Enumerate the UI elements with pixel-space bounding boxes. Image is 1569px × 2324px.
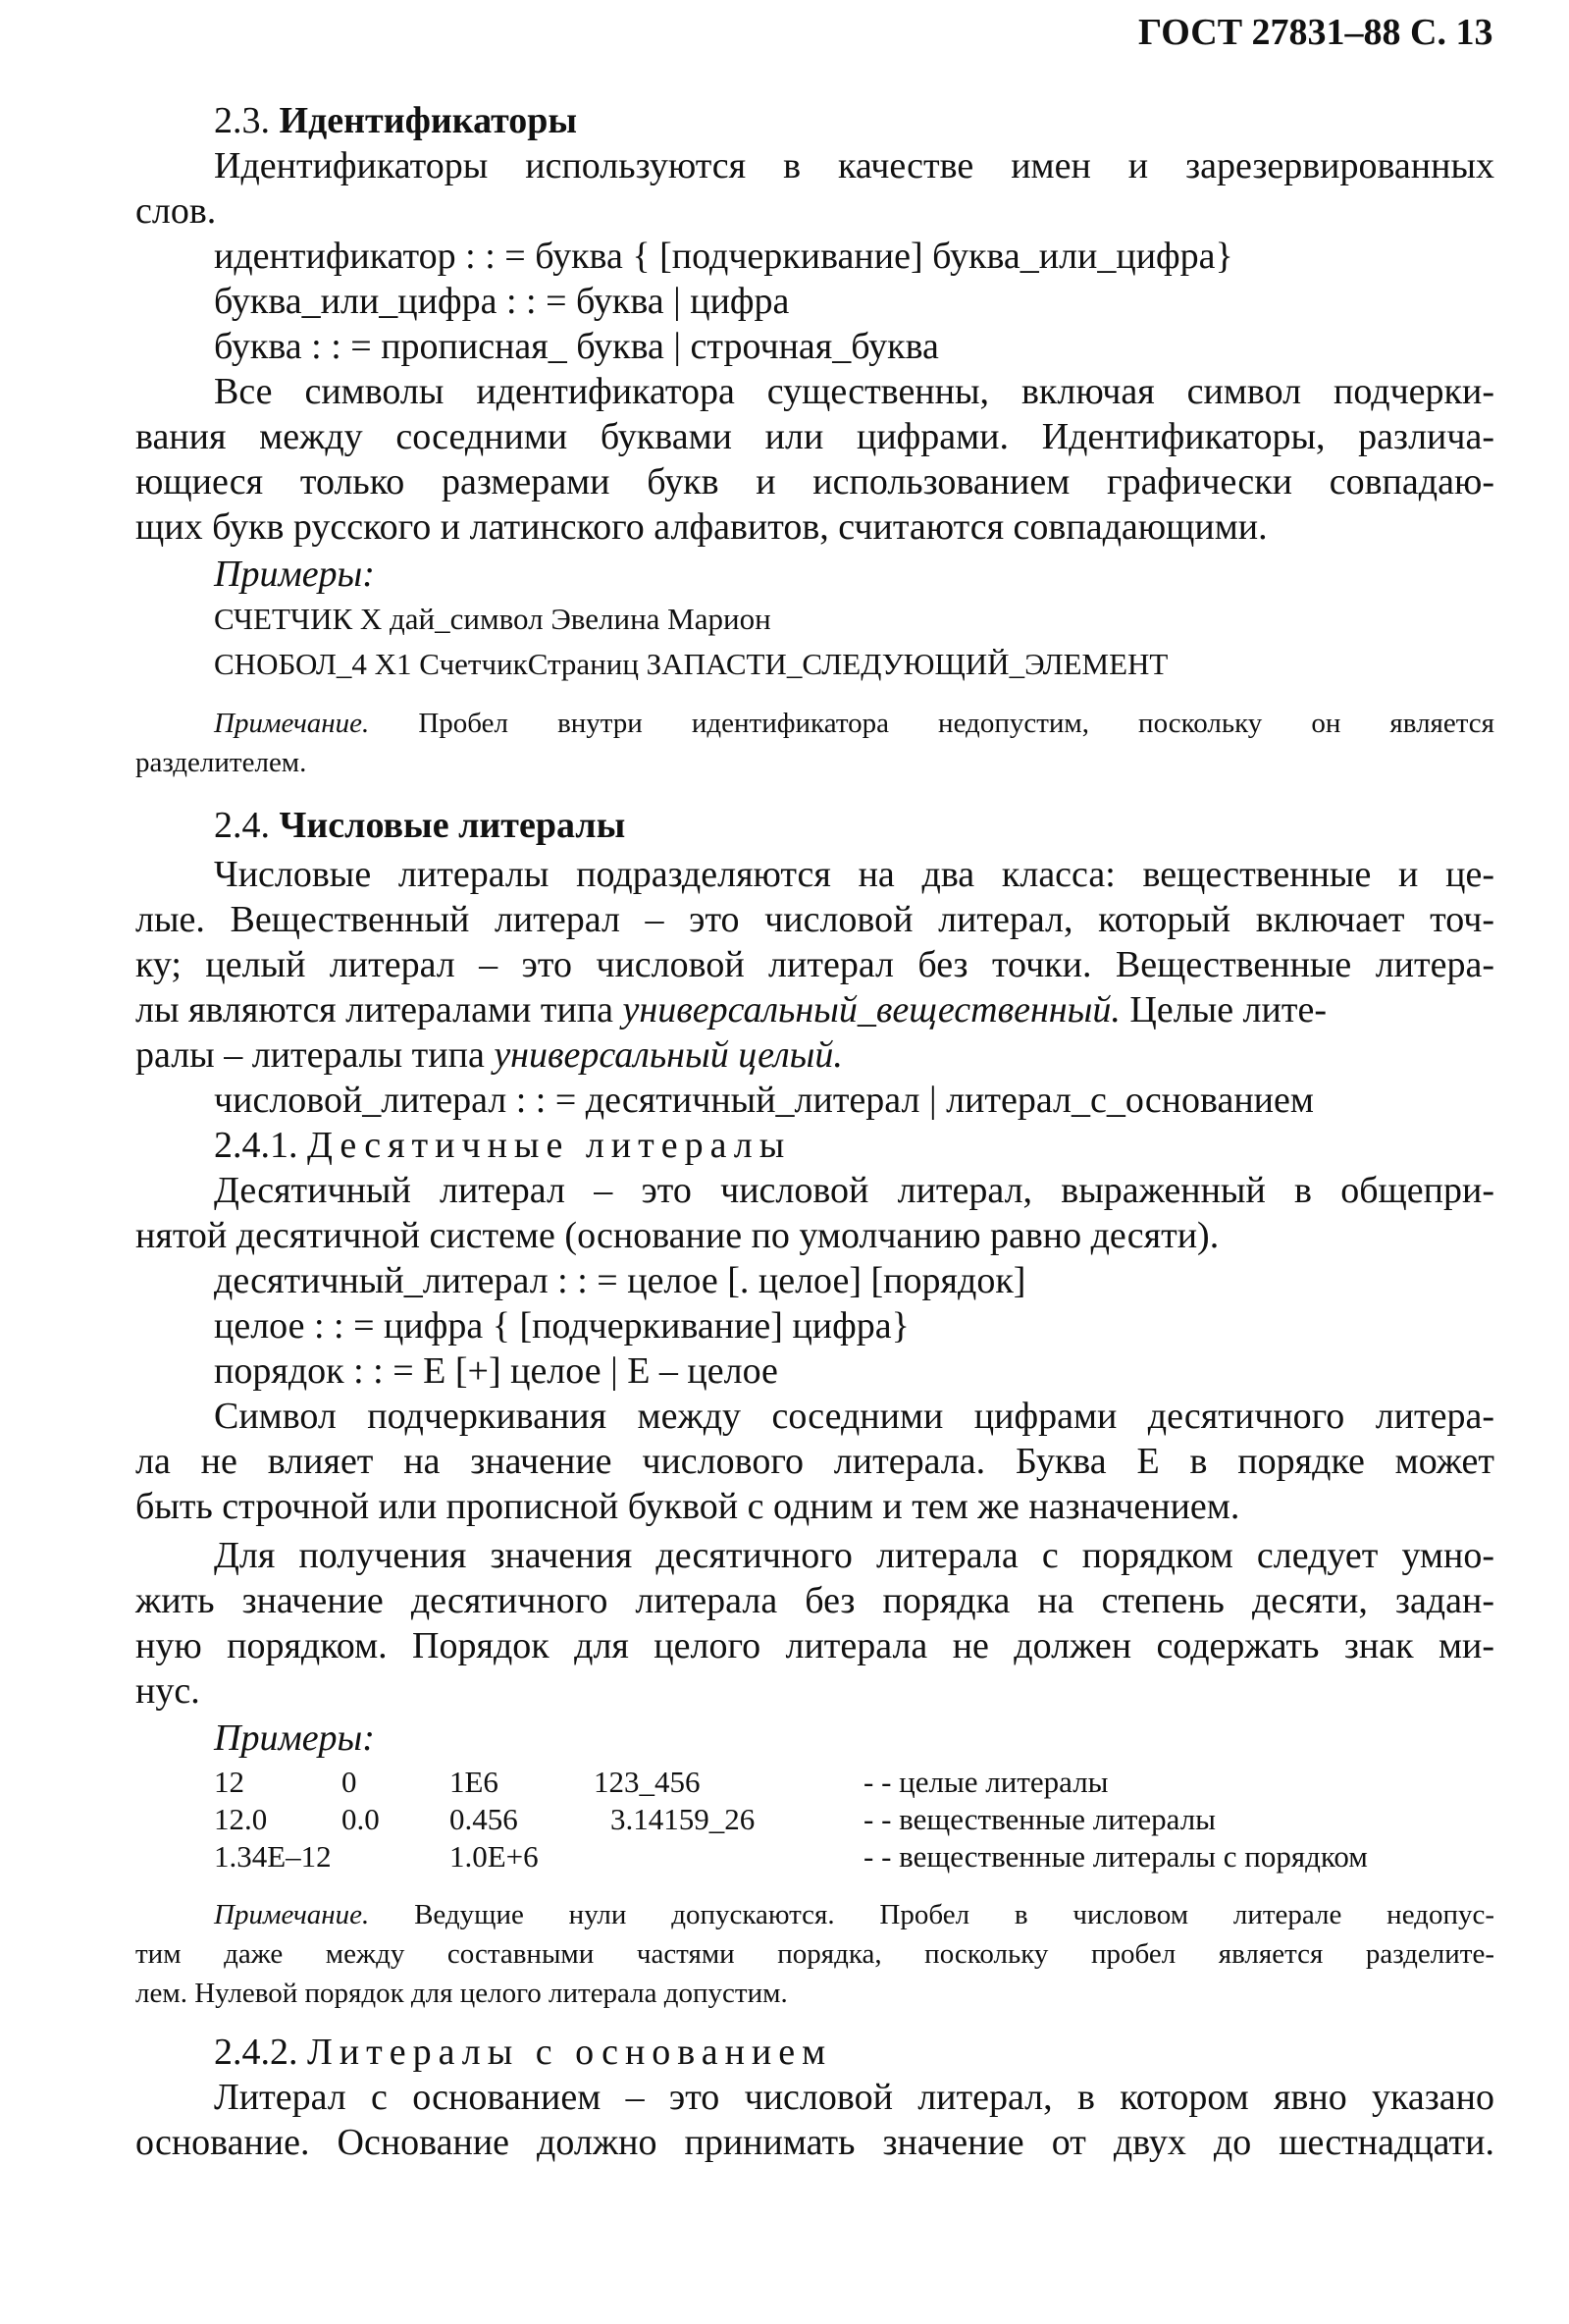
paragraph-line: Литерал с основанием – это числовой литерал, в котором явно указано [214,2077,1494,2118]
example-cell: 3.14159_26 [610,1802,756,1836]
example-comment: - - целые литералы [863,1765,1109,1799]
paragraph-line [135,991,1327,1029]
note-label: Примечание. [214,708,370,739]
syntax-rule: буква_или_цифра : : = буква | цифра [214,281,790,322]
syntax-rule: целое : : = цифра { [подчеркивание] цифра} [214,1305,910,1347]
example-cell: 123_456 [594,1765,701,1799]
paragraph-line: Все символы идентификатора существенны, включая символ подчерки- [214,371,1494,412]
note-line: лем. Нулевой порядок для целого литерала допустим. [135,1978,788,2009]
example-cell: 1.34E–12 [214,1839,332,1874]
syntax-rule: буква : : = прописная_ буква | строчная_буква [214,326,939,367]
paragraph-line: вания между соседними буквами или цифрами. Идентификаторы, различа- [135,416,1494,457]
paragraph-line: ющиеся только размерами букв и использованием графически совпадаю- [135,461,1494,502]
paragraph-line: нус. [135,1670,200,1712]
paragraph-line: нятой десятичной системе (основание по умолчанию равно десяти). [135,1215,1220,1256]
paragraph-line: Числовые литералы подразделяются на два класса: вещественные и це- [214,854,1494,895]
example-comment: - - вещественные литералы с порядком [863,1839,1368,1874]
paragraph-line: Символ подчеркивания между соседними цифрами десятичного литера- [214,1396,1494,1437]
paragraph-line: ку; целый литерал – это числовой литерал без точки. Вещественные литера- [135,944,1494,985]
note-line [214,1901,1494,1929]
example-cell: 1.0E+6 [449,1839,539,1874]
note-text: Ведущие нули допускаются. Пробел в числовом литерале недопус- [369,1899,1494,1930]
paragraph-line: жить значение десятичного литерала без порядка на степень десяти, задан- [135,1580,1494,1621]
paragraph-line: быть строчной или прописной буквой с одним и тем же назначением. [135,1486,1240,1527]
section-number: 2.3. [214,100,270,141]
paragraph-line: ную порядком. Порядок для целого литерала не должен содержать знак ми- [135,1625,1494,1666]
section-number: 2.4. [214,805,270,846]
section-heading-2-4 [214,807,625,844]
section-heading-2-4-2 [214,2034,832,2071]
paragraph-line: основание. Основание должно принимать значение от двух до шестнадцати. [135,2122,1494,2163]
section-title: Литералы с основанием [307,2032,833,2073]
example-cell: 0 [341,1765,357,1799]
syntax-rule: порядок : : = E [+] целое | E – целое [214,1350,778,1392]
example-line: СНОБОЛ_4 X1 СчетчикСтраниц ЗАПАСТИ_СЛЕДУЮЩИЙ_ЭЛЕМЕНТ [214,647,1169,681]
section-number: 2.4.2. [214,2032,298,2073]
examples-label: Примеры: [214,554,375,595]
note-label: Примечание. [214,1899,370,1930]
examples-label: Примеры: [214,1717,375,1759]
section-title: Десятичные литералы [307,1125,792,1166]
paragraph-line: Идентификаторы используются в качестве имен и зарезервированных [214,145,1494,186]
paragraph-line [135,1036,843,1074]
paragraph-line: слов. [135,190,217,232]
syntax-rule: десятичный_литерал : : = целое [. целое] [порядок] [214,1260,1026,1301]
note-line [214,710,1494,738]
section-heading-2-3 [214,102,577,139]
section-heading-2-4-1 [214,1127,791,1164]
paragraph-line: ла не влияет на значение числового литерала. Буква E в порядке может [135,1441,1494,1482]
section-number: 2.4.1. [214,1125,298,1166]
example-cell: 0.456 [449,1802,518,1836]
example-cell: 1E6 [449,1765,498,1799]
note-line: разделителем. [135,747,307,778]
syntax-rule: числовой_литерал : : = десятичный_литерал | литерал_с_основанием [214,1080,1314,1121]
paragraph-line: Для получения значения десятичного литерала с порядком следует умно- [214,1535,1494,1576]
paragraph-line: Десятичный литерал – это числовой литерал, выраженный в общепри- [214,1170,1494,1211]
type-name: универсальный_вещественный. [622,989,1121,1030]
paragraph-line: щих букв русского и латинского алфавитов, считаются совпадающими. [135,506,1268,548]
text: лы являются литералами типа [135,989,623,1030]
example-comment: - - вещественные литералы [863,1802,1216,1836]
example-line: СЧЕТЧИК X дай_символ Эвелина Марион [214,602,771,636]
note-text: Пробел внутри идентификатора недопустим, поскольку он является [369,708,1494,739]
section-title: Числовые литералы [279,805,626,846]
example-cell: 12.0 [214,1802,268,1836]
type-name: универсальный целый. [494,1034,843,1076]
example-cell: 0.0 [341,1802,380,1836]
paragraph-line: лые. Вещественный литерал – это числовой литерал, который включает точ- [135,899,1494,940]
syntax-rule: идентификатор : : = буква { [подчеркивание] буква_или_цифра} [214,236,1233,277]
example-cell: 12 [214,1765,244,1799]
page-header: ГОСТ 27831–88 С. 13 [1138,12,1493,53]
text: ралы – литералы типа [135,1034,495,1076]
note-line: тим даже между составными частями порядка, поскольку пробел является разделите- [135,1938,1494,1970]
text: Целые лите- [1120,989,1327,1030]
section-title: Идентификаторы [279,100,578,141]
